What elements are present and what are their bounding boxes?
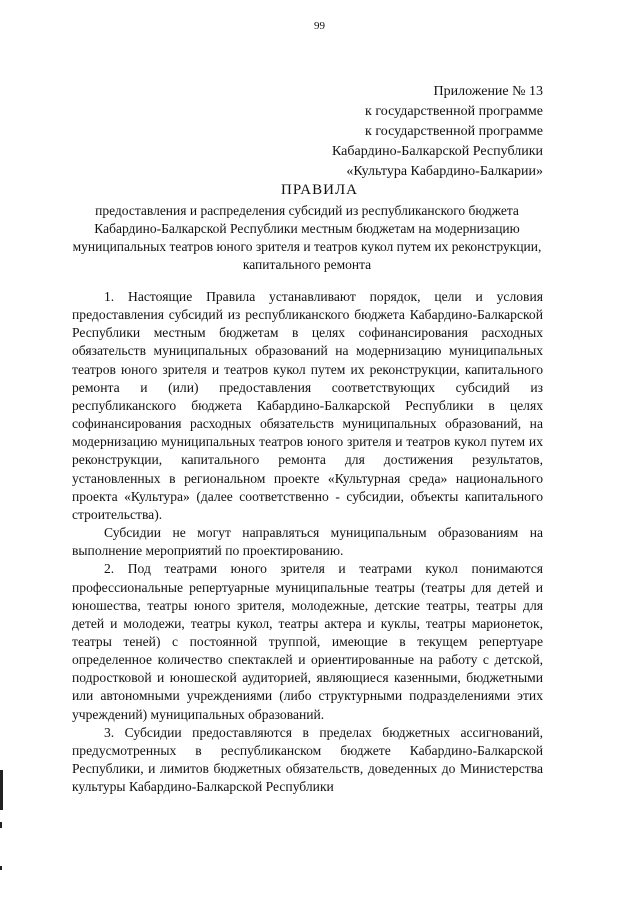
scan-edge-mark [0, 866, 2, 870]
appendix-line: к государственной программе [365, 124, 543, 139]
paragraph: 2. Под театрами юного зрителя и театрами кукол понимаются профессиональные репертуарные муниципальные театры (театры для детей и юношества, театры юного зрителя, молодежные, детские театры, театры для детей и молодежи, театры кукол, театры актера и куклы, театры марионеток, театры теней) с постоянной труппой, имеющие в текущем репертуаре определенное количество спектаклей и ориентированные на работу с детской, подростковой и юношеской аудиторией, являющиеся казенными, бюджетными или автономными учреждениями (либо структурными подразделениями этих учреждений) муниципальных образований. [72, 561, 543, 722]
appendix-line: «Культура Кабардино-Балкарии» [346, 164, 543, 179]
document-body [72, 288, 543, 796]
scan-edge-mark [0, 822, 2, 828]
appendix-line: Кабардино-Балкарской Республики [332, 144, 543, 159]
appendix-line: к государственной программе [365, 104, 543, 119]
paragraph: 3. Субсидии предоставляются в пределах бюджетных ассигнований, предусмотренных в республиканском бюджете Кабардино-Балкарской Республики, и лимитов бюджетных обязательств, доведенных до Министерства культуры Кабардино-Балкарской Республики [72, 724, 543, 795]
appendix-line: Приложение № 13 [433, 84, 543, 99]
appendix-block [332, 82, 543, 182]
page-number: 99 [314, 20, 325, 32]
scan-edge-mark [0, 770, 3, 810]
document-title: ПРАВИЛА [281, 182, 358, 198]
document-subtitle: предоставления и распределения субсидий из республиканского бюджета Кабардино-Балкарской Республики местным бюджетам на модернизацию муниципальных театров юного зрителя и театров кукол путем их реконструкции, капитального ремонта [72, 203, 542, 272]
paragraph: Субсидии не могут направляться муниципальным образованиям на выполнение мероприятий по проектированию. [72, 525, 543, 559]
paragraph: 1. Настоящие Правила устанавливают порядок, цели и условия предоставления субсидий из республиканского бюджета Кабардино-Балкарской Республики местным бюджетам в целях софинансирования расходных обязательств муниципальных образований на модернизацию муниципальных театров юного зрителя и театров кукол путем их реконструкции, капитального ремонта и (или) предоставления соответствующих субсидий из республиканского бюджета Кабардино-Балкарской Республики в целях софинансирования расходных обязательств муниципальных образований, на модернизацию муниципальных театров юного зрителя и театров кукол путем их реконструкции, капитального ремонта для достижения результатов, установленных в региональном проекте «Культурная среда» национального проекта «Культура» (далее соответственно - субсидии, объекты капитального строительства). [72, 289, 543, 522]
